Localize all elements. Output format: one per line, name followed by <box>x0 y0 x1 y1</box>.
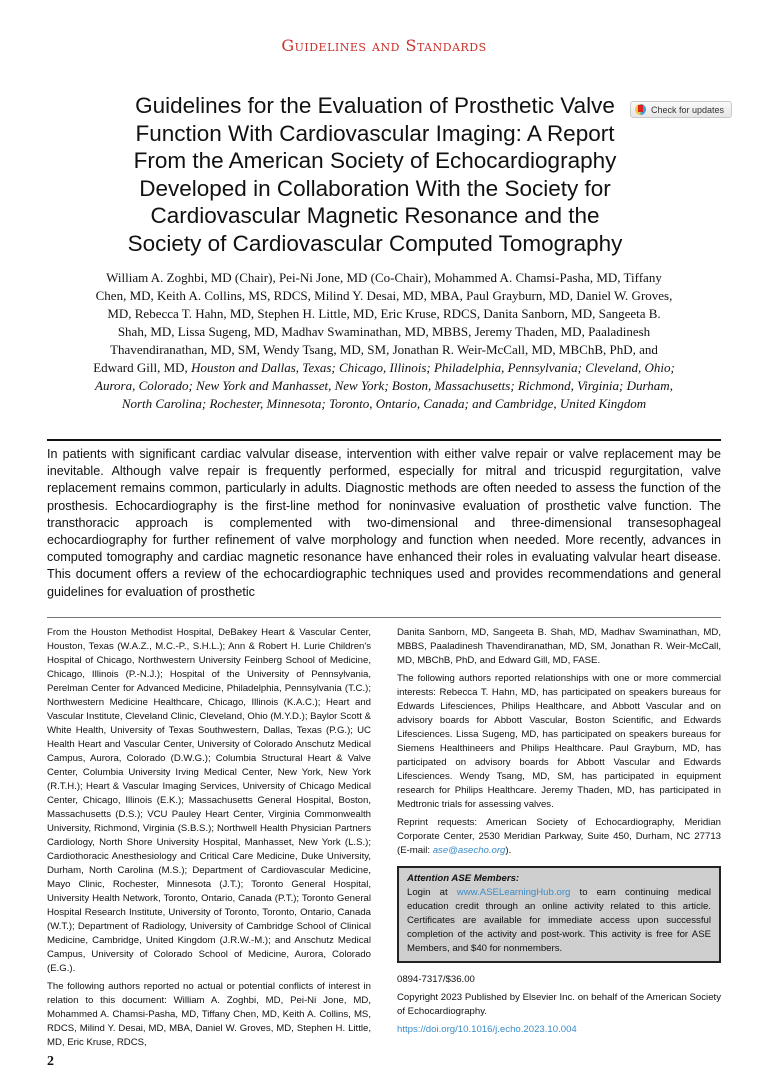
learning-hub-link[interactable]: www.ASELearningHub.org <box>456 886 571 898</box>
attention-heading: Attention ASE Members: <box>407 872 520 884</box>
section-header: Guidelines and Standards <box>281 36 487 55</box>
columns <box>47 626 721 1070</box>
check-for-updates-button[interactable] <box>630 101 732 118</box>
author-locations: Houston and Dallas, Texas; Chicago, Illinois; Philadelphia, Pennsylvania; Cleveland, Ohio; Aurora, Colorado; New York and Manhasset, New York; Boston, Massachusetts; Richmond, Virginia; Durham, North Carolina; Rochester, Minnesota; Toronto, Ontario, Canada; and Cambridge, United Kingdom <box>95 360 675 411</box>
abstract: In patients with significant cardiac valvular disease, intervention with either valve repair or valve replacement may be inevitable. Although valve repair is frequently performed, especially for mitral and tricuspid regurgitation, valve replacement remains common, particularly in adults. Diagnostic methods are often needed to assess the function of the prosthesis. Echocardiography is the first-line method for noninvasive evaluation of prosthetic valve function. The transthoracic approach is complemented with two-dimensional and three-dimensional transesophageal echocardiography for further refinement of valve morphology and function when needed. More recently, advances in computed tomography and cardiac magnetic resonance have enhanced their roles in evaluating valvular heart disease. This document offers a review of the echocardiographic techniques used and provides recommendations and general guidelines for evaluation of prosthetic <box>47 447 721 599</box>
conflicts-statement: The following authors reported relationships with one or more commercial interests: Rebecca T. Hahn, MD, has participated on speakers bureaus for Edwards Lifesciences, Philips Healthcare, and Abbott Vascular and on advisory boards for Abbott Vascular, Boston Scientific, and Edwards Lifesciences. Lissa Sugeng, MD, has participated on speakers bureaus for Siemens Healthineers and Philips Healthcare. Paul Grayburn, MD, has participated on advisory boards for Abbott Vascular and Edwards Lifesciences. Wendy Tsang, MD, SM, has participated in equipment research for Philips Healthcare. Jeremy Thaden, MD, has participated in Medtronic trials for assessing valves. <box>397 672 721 810</box>
left-column <box>47 626 371 1070</box>
attention-post: to earn continuing medical education credit through an online activity related to this article. Certificates are available for immediate access upon successful completion of the activity and post-work. This activity is free for ASE Members, and $40 for nonmembers. <box>407 886 711 954</box>
reprint-end: ). <box>505 844 512 856</box>
article-title: Guidelines for the Evaluation of Prosthetic Valve Function With Cardiovascular Imaging: A Report From the American Society of Echocardiography Developed in Collaboration With the Society for Cardiovascular Magnetic Resonance and the Society of Cardiovascular Computed Tomography <box>127 93 623 256</box>
divider <box>47 439 721 441</box>
copyright: Copyright 2023 Published by Elsevier Inc. on behalf of the American Society of Echocardiography. <box>397 991 721 1017</box>
right-column <box>397 626 721 1070</box>
attention-box <box>397 866 721 963</box>
attention-pre: Login at <box>407 886 457 898</box>
reprint-text: Reprint requests: American Society of Echocardiography, Meridian Corporate Center, 2530 Meridian Parkway, Suite 450, Durham, NC 27713 (E-mail: <box>397 816 721 856</box>
bookmark-icon <box>635 104 646 115</box>
reprint-requests <box>397 816 721 858</box>
authors: William A. Zoghbi, MD (Chair), Pei-Ni Jone, MD (Co-Chair), Mohammed A. Chamsi-Pasha, MD, Tiffany Chen, MD, Keith A. Collins, MS, RDCS, Milind Y. Desai, MD, MBA, Paul Grayburn, MD, Daniel W. Groves, MD, Rebecca T. Hahn, MD, Stephen H. Little, MD, Eric Kruse, RDCS, Danita Sanborn, MD, Sangeeta B. Shah, MD, Lissa Sugeng, MD, Madhav Swaminathan, MD, MBBS, Jeremy Thaden, MD, Paaladinesh Thavendiranathan, MD, SM, Wendy Tsang, MD, SM, Jonathan R. Weir-McCall, MD, MBChB, PhD, and Edward Gill, MD, <box>93 270 673 375</box>
divider <box>47 617 721 618</box>
no-conflicts-continued: Danita Sanborn, MD, Sangeeta B. Shah, MD, Madhav Swaminathan, MD, MBBS, Paaladinesh Thavendiranathan, MD, SM, Jonathan R. Weir-McCall, MD, MBChB, PhD, and Edward Gill, MD, FASE. <box>397 626 721 666</box>
doi-link[interactable]: https://doi.org/10.1016/j.echo.2023.10.004 <box>397 1023 577 1035</box>
author-list <box>92 269 676 413</box>
email-link[interactable]: ase@asecho.org <box>432 844 506 856</box>
no-conflicts-statement: The following authors reported no actual or potential conflicts of interest in relation to this document: William A. Zoghbi, MD, Pei-Ni Jone, MD, Mohammed A. Chamsi-Pasha, MD, Tiffany Chen, MD, Keith A. Collins, MS, RDCS, Milind Y. Desai, MD, MBA, Daniel W. Groves, MD, Stephen H. Little, MD, Eric Kruse, RDCS, <box>47 980 371 1048</box>
check-for-updates-label: Check for updates <box>651 104 725 115</box>
affiliations: From the Houston Methodist Hospital, DeBakey Heart & Vascular Center, Houston, Texas (W.A.Z., M.C.-P., S.H.L.); Ann & Robert H. Lurie Children's Hospital of Chicago, Northwestern University Feinberg School of Medicine, Chicago, Illinois (P.-N.J.); Hospital of the University of Pennsylvania, Perelman Center for Advanced Medicine, Philadelphia, Pennsylvania (T.C.); Northwestern Medicine Healthcare, Chicago, Illinois (K.A.C.); Heart and Vascular Institute, Cleveland Clinic, Cleveland, Ohio (M.Y.D.); Baylor Scott & White Health, University of Texas Southwestern, Dallas, Texas (P.G.); UC Health Heart and Vascular Center, University of Colorado Anschutz Medical Campus, Aurora, Colorado (D.W.G.); Columbia Structural Heart & Valve Center, Columbia University Irving Medical Center, New York, New York (R.T.H.); Heart & Vascular Imaging Services, University of Chicago Medical Center, Chicago, Illinois (E.K.); Massachusetts General Hospital, Boston, Massachusetts (D.S.); VCU Pauley Heart Center, Virginia Commonwealth University, Richmond, Virginia (S.B.S.); Northwell Health Physician Partners Cardiology, North Shore University Hospital, Manhasset, New York (L.S.); Cardiothoracic Anesthesiology and Critical Care Medicine, Duke University, Durham, North Carolina (M.S.); Department of Cardiovascular Medicine, Mayo Clinic, Rochester, Minnesota (J.T.); Toronto General Hospital, University Health Network, Toronto, Ontario, Canada (P.T.); Toronto General Hospital Research Institute, University of Toronto, Toronto, Ontario, Canada (W.T.); Department of Radiology, University of Cambridge School of Clinical Medicine, Cambridge, United Kingdom (J.R.W.-M.); and Anschutz Medical Campus, University of Colorado School of Medicine, Aurora, Colorado (E.G.). <box>47 626 371 974</box>
page-number: 2 <box>47 1053 54 1069</box>
issn-price: 0894-7317/$36.00 <box>397 973 475 985</box>
doi-paragraph <box>397 1023 721 1037</box>
